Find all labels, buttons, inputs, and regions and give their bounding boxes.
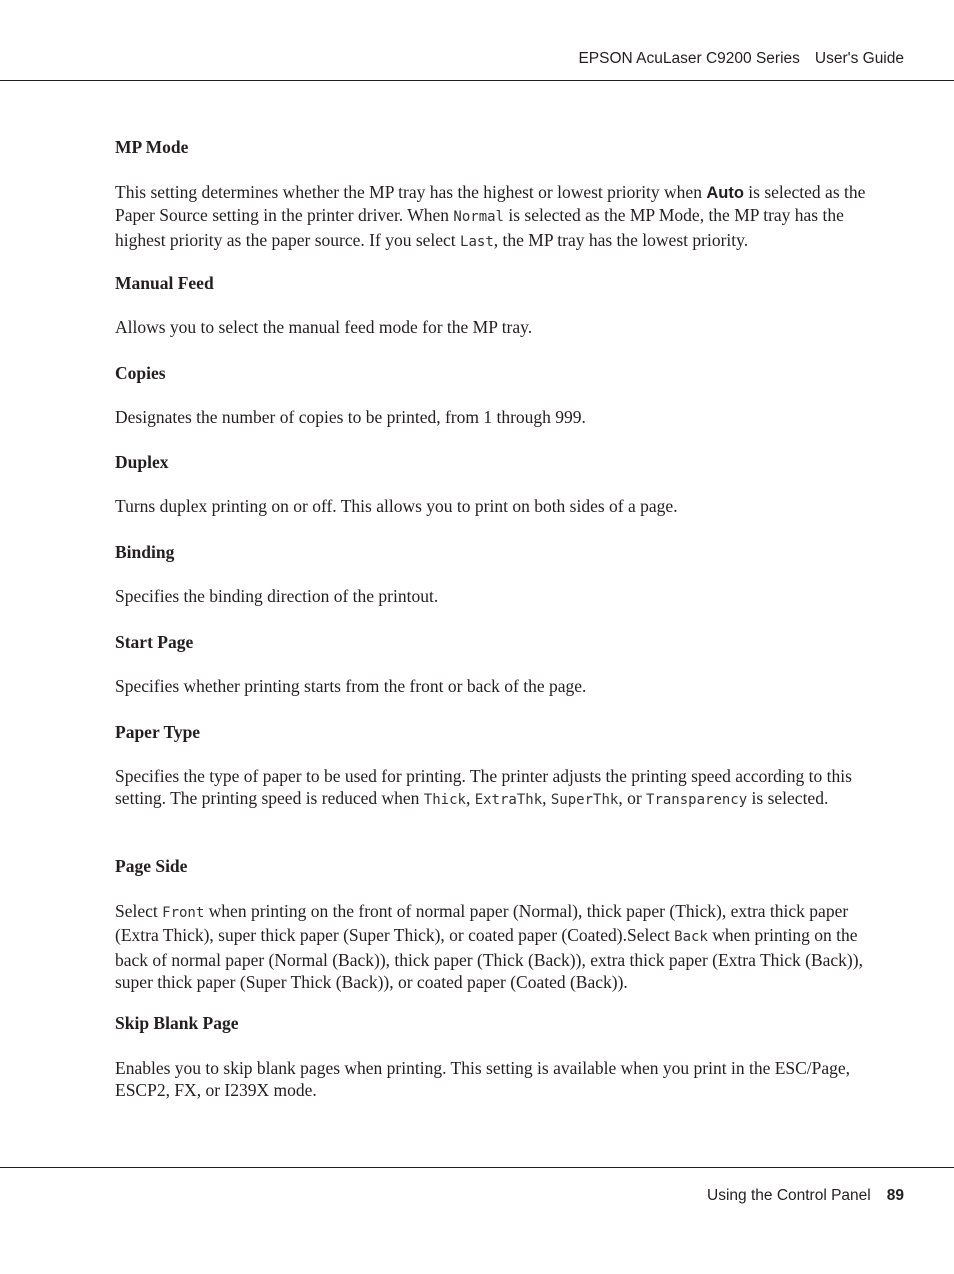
section-title: Manual Feed [115, 273, 214, 293]
chapter-name: Using the Control Panel [707, 1187, 871, 1204]
body-text: , [542, 788, 551, 809]
section-binding [115, 541, 879, 607]
body-text: is selected. [747, 788, 829, 809]
section-skip-blank-page [115, 1012, 879, 1102]
section-body: Specifies the binding direction of the printout. [115, 586, 439, 606]
setting-back: Back [674, 929, 708, 946]
body-text: when printing on the back of normal paper (Normal (Back)), thick paper (Thick (Back)), extra thick paper (Extra Thick (Back)), super thick paper (Super Thick (Back)), or coated paper (Coated (Back)). [115, 925, 863, 993]
body-text: This setting determines whether the MP tray has the highest or lowest priority when [115, 182, 707, 202]
setting-superthk: SuperThk [550, 792, 619, 809]
section-body: Allows you to select the manual feed mode for the MP tray. [115, 317, 533, 337]
section-title: Duplex [115, 452, 169, 472]
section-body: Turns duplex printing on or off. This allows you to print on both sides of a page. [115, 496, 678, 516]
section-manual-feed [115, 272, 879, 338]
section-page-side [115, 855, 879, 994]
setting-normal: Normal [453, 209, 504, 226]
body-text: , or [618, 788, 647, 809]
guide-name: User's Guide [814, 50, 904, 67]
section-title: MP Mode [115, 137, 189, 157]
section-duplex [115, 451, 879, 517]
page-header [578, 50, 904, 68]
body-text: is selected as the Paper Source setting in the printer driver. When [115, 182, 866, 226]
setting-last: Last [460, 233, 494, 250]
page-number: 89 [886, 1187, 904, 1204]
section-start-page [115, 631, 879, 697]
section-body: Designates the number of copies to be printed, from 1 through 999. [115, 407, 586, 427]
page-footer [707, 1187, 904, 1205]
section-body [115, 765, 879, 812]
section-title: Page Side [115, 856, 188, 876]
setting-front: Front [162, 905, 205, 921]
section-copies [115, 362, 879, 428]
section-title: Paper Type [115, 722, 201, 742]
section-title: Copies [115, 363, 166, 383]
section-body [115, 181, 879, 253]
product-name: EPSON AcuLaser C9200 Series [578, 50, 800, 67]
setting-thick: Thick [423, 792, 466, 809]
section-body: Enables you to skip blank pages when printing. This setting is available when you print in the ESC/Page, ESCP2, FX, or I239X mode. [115, 1058, 851, 1101]
section-paper-type [115, 721, 879, 812]
section-title: Skip Blank Page [115, 1013, 239, 1033]
section-title: Start Page [115, 632, 194, 652]
section-mp-mode [115, 136, 879, 253]
body-text: , the MP tray has the lowest priority. [493, 229, 749, 250]
footer-rule [0, 1167, 954, 1168]
section-title: Binding [115, 542, 175, 562]
body-text: when printing on the front of normal paper (Normal), thick paper (Thick), extra thick paper (Extra Thick), super thick paper (Super Thick), or coated paper (Coated).Select [115, 901, 849, 946]
body-text: Specifies the type of paper to be used for printing. The printer adjusts the printing speed according to this setting. The printing speed is reduced when [115, 766, 852, 809]
body-text: Select [115, 901, 163, 921]
body-text: , [465, 788, 475, 809]
section-body [115, 900, 879, 994]
setting-extrathk: ExtraThk [474, 792, 543, 809]
section-body: Specifies whether printing starts from the front or back of the page. [115, 676, 587, 696]
header-rule [0, 80, 954, 81]
option-auto: Auto [706, 184, 744, 202]
body-text: is selected as the MP Mode, the MP tray has the highest priority as the paper source. If you select [115, 205, 844, 250]
setting-transparency: Transparency [646, 792, 748, 809]
